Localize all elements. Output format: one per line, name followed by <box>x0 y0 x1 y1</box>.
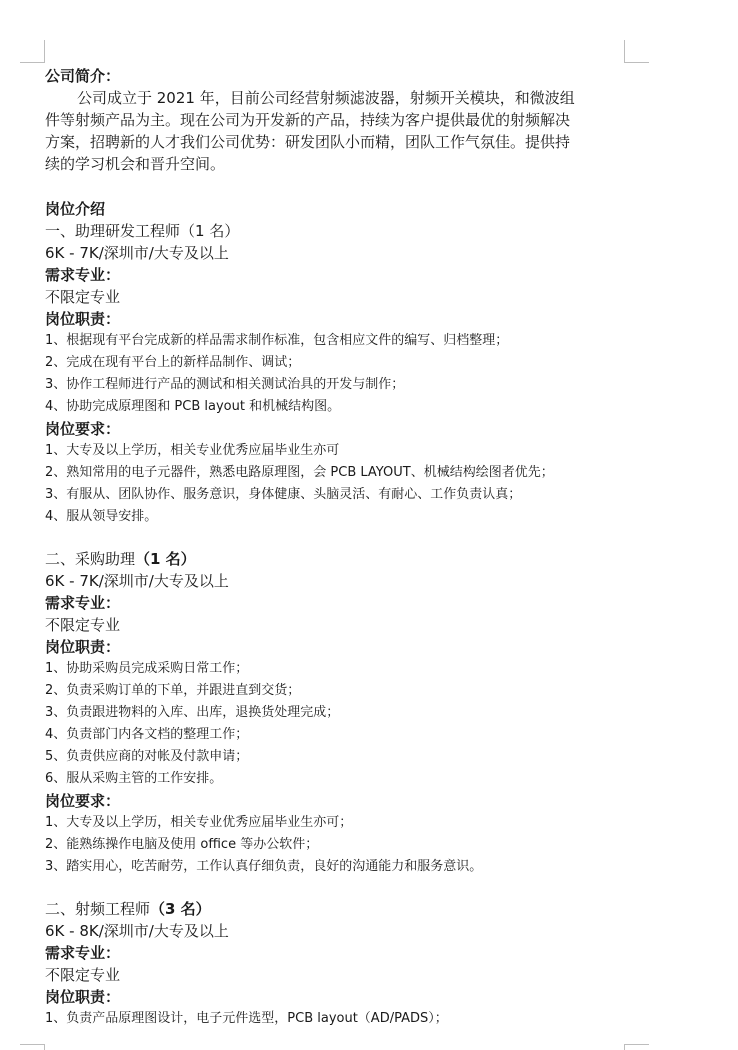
job-headcount: （3 名） <box>150 900 211 918</box>
spacer <box>45 175 685 198</box>
duties-heading: 岗位职责： <box>45 638 121 656</box>
job-salary-location: 6K - 7K/深圳市/大专及以上 <box>45 244 229 262</box>
duty-item: 3、负责跟进物料的入库、出库，退换货处理完成； <box>45 705 340 720</box>
duty-item: 4、协助完成原理图和 PCB layout 和机械结构图。 <box>45 399 341 414</box>
job-headcount: （1 名） <box>180 222 240 240</box>
duty-item: 6、服从采购主管的工作安排。 <box>45 771 223 786</box>
spacer <box>45 878 685 898</box>
duty-item: 3、协作工程师进行产品的测试和相关测试治具的开发与制作； <box>45 377 405 392</box>
document-body <box>45 65 685 1030</box>
requirement-item: 1、大专及以上学历，相关专业优秀应届毕业生亦可； <box>45 815 353 830</box>
intro-paragraph-line: 方案，招聘新的人才我们公司优势：研发团队小而精，团队工作气氛佳。提供持 <box>45 133 571 151</box>
duties-heading: 岗位职责： <box>45 988 121 1006</box>
job-title <box>45 548 685 570</box>
crop-mark-bottom-left-v <box>44 1044 45 1050</box>
crop-mark-top-left-v <box>44 40 45 63</box>
requirement-item: 1、大专及以上学历，相关专业优秀应届毕业生亦可 <box>45 443 340 458</box>
intro-paragraph-line: 件等射频产品为主。现在公司为开发新的产品，持续为客户提供最优的射频解决 <box>45 111 571 129</box>
major-heading: 需求专业： <box>45 594 121 612</box>
job-salary-location: 6K - 7K/深圳市/大专及以上 <box>45 572 229 590</box>
job-title <box>45 220 685 242</box>
job-title <box>45 898 685 920</box>
requirement-item: 4、服从领导安排。 <box>45 509 158 524</box>
requirement-item: 2、能熟练操作电脑及使用 office 等办公软件； <box>45 837 319 852</box>
spacer <box>45 528 685 548</box>
major-value: 不限定专业 <box>45 966 121 984</box>
job-title-text: 一、助理研发工程师 <box>45 222 181 240</box>
duty-item: 2、完成在现有平台上的新样品制作、调试； <box>45 355 301 370</box>
major-value: 不限定专业 <box>45 288 121 306</box>
intro-heading: 公司简介： <box>45 67 121 85</box>
crop-mark-top-right-h <box>625 62 649 63</box>
job-headcount: （1 名） <box>135 550 196 568</box>
requirements-heading: 岗位要求： <box>45 792 121 810</box>
positions-heading: 岗位介绍 <box>45 200 106 218</box>
requirement-item: 3、有服从、团队协作、服务意识，身体健康、头脑灵活、有耐心、工作负责认真； <box>45 487 522 502</box>
duty-item: 5、负责供应商的对帐及付款申请； <box>45 749 249 764</box>
crop-mark-bottom-right-v <box>624 1044 625 1050</box>
requirements-heading: 岗位要求： <box>45 420 121 438</box>
crop-mark-bottom-left-h <box>20 1044 44 1045</box>
requirement-item: 3、踏实用心，吃苦耐劳，工作认真仔细负责，良好的沟通能力和服务意识。 <box>45 859 483 874</box>
duty-item: 1、根据现有平台完成新的样品需求制作标准，包含相应文件的编写、归档整理； <box>45 333 509 348</box>
job-title-text: 二、射频工程师 <box>45 900 151 918</box>
major-heading: 需求专业： <box>45 944 121 962</box>
duty-item: 1、协助采购员完成采购日常工作； <box>45 661 249 676</box>
job-title-text: 二、采购助理 <box>45 550 136 568</box>
major-heading: 需求专业： <box>45 266 121 284</box>
major-value: 不限定专业 <box>45 616 121 634</box>
intro-paragraph-line: 续的学习机会和晋升空间。 <box>45 155 226 173</box>
crop-mark-top-left-h <box>20 62 44 63</box>
duties-heading: 岗位职责： <box>45 310 121 328</box>
crop-mark-top-right-v <box>624 40 625 63</box>
requirement-item: 2、熟知常用的电子元器件，熟悉电路原理图，会 PCB LAYOUT、机械结构绘图者优先； <box>45 465 554 480</box>
duty-item: 1、负责产品原理图设计，电子元件选型，PCB layout（AD/PADS）； <box>45 1011 448 1026</box>
duty-item: 2、负责采购订单的下单，并跟进直到交货； <box>45 683 301 698</box>
crop-mark-bottom-right-h <box>625 1044 649 1045</box>
job-salary-location: 6K - 8K/深圳市/大专及以上 <box>45 922 229 940</box>
duty-item: 4、负责部门内各文档的整理工作； <box>45 727 249 742</box>
intro-paragraph-line: 公司成立于 2021 年，目前公司经营射频滤波器，射频开关模块，和微波组 <box>77 89 575 107</box>
